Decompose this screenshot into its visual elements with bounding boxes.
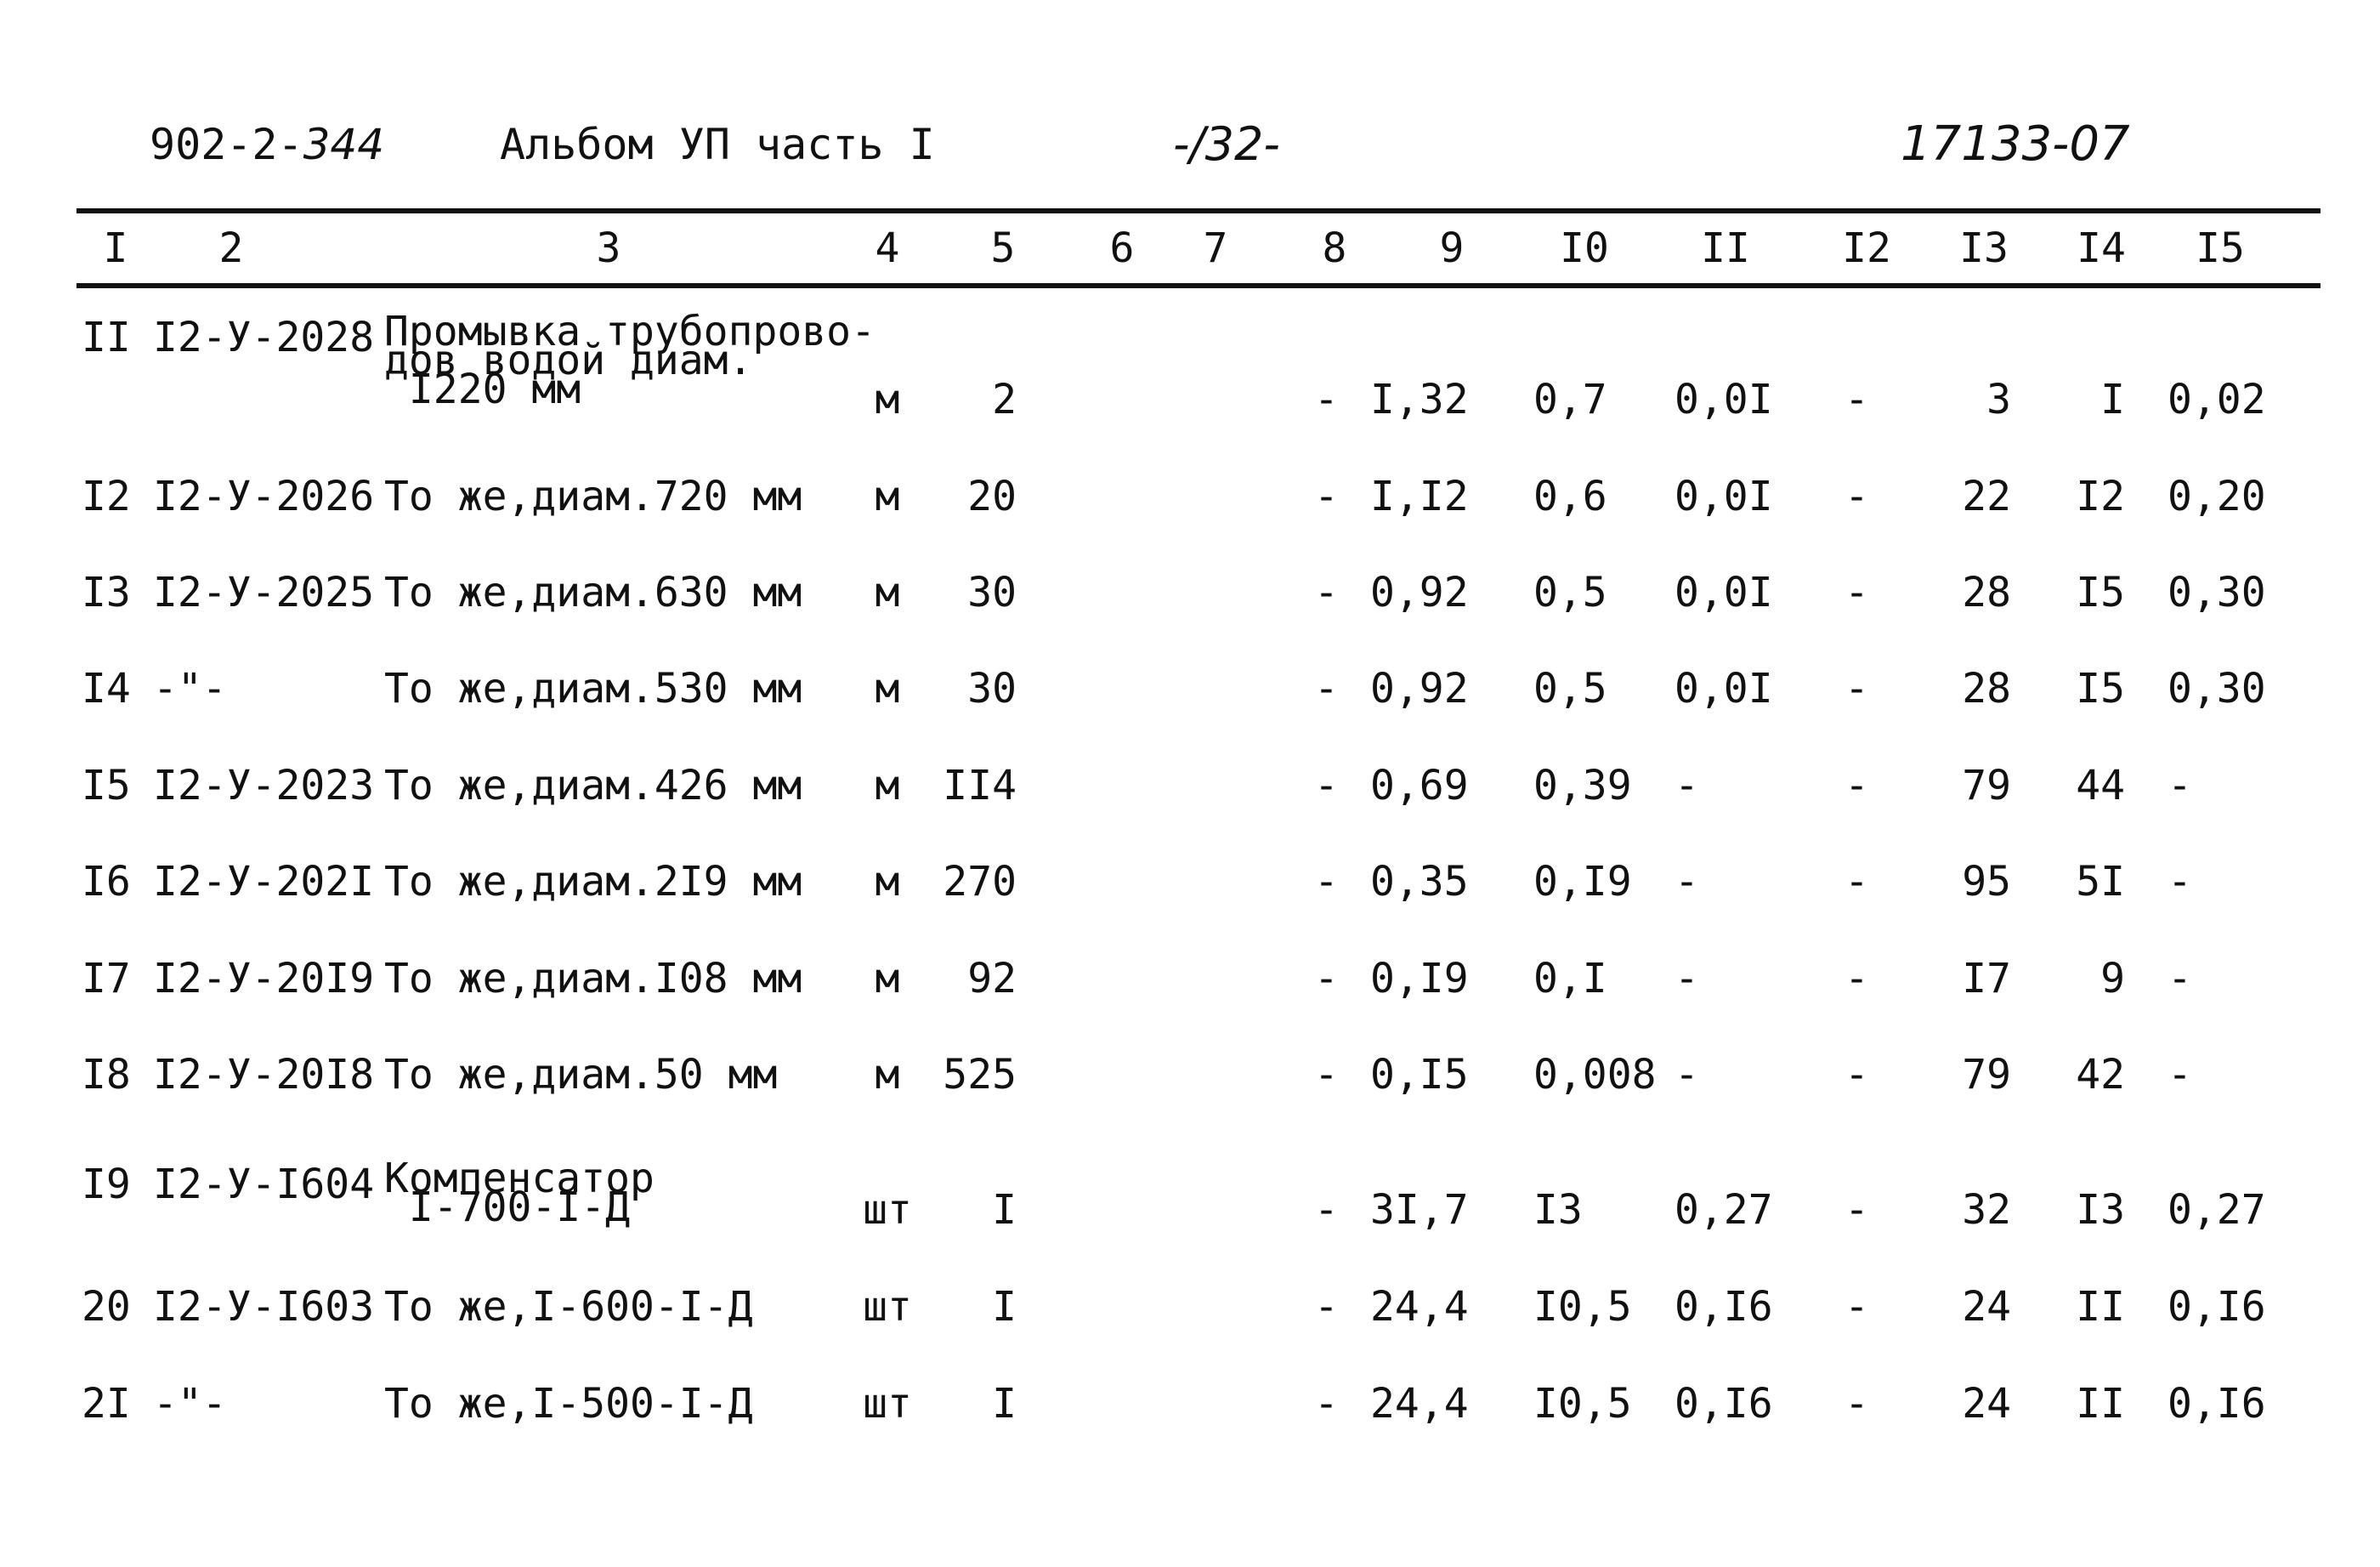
cell-col-9: 3I,7 bbox=[1370, 1186, 1469, 1234]
column-header-3: 3 bbox=[596, 224, 621, 272]
cell-col-9: 0,69 bbox=[1370, 762, 1469, 809]
cell-col-9: 0,I5 bbox=[1370, 1051, 1469, 1099]
cell-col-15: 0,02 bbox=[2168, 376, 2266, 423]
cell-row-number: I3 bbox=[82, 569, 131, 616]
column-header-10: I0 bbox=[1560, 224, 1609, 272]
cell-col-8: - bbox=[1314, 1051, 1339, 1099]
cell-description: То же,диам.426 мм bbox=[384, 762, 802, 809]
cell-col-11: 0,0I bbox=[1674, 473, 1773, 520]
cell-col-10: 0,I9 bbox=[1533, 858, 1632, 906]
cell-col-8: - bbox=[1314, 1186, 1339, 1234]
cell-description: То же,диам.720 мм bbox=[384, 473, 802, 520]
cell-code: I2-У-202I bbox=[153, 858, 375, 906]
cell-col-10: 0,7 bbox=[1533, 376, 1607, 423]
cell-quantity: 525 bbox=[943, 1051, 1017, 1099]
cell-quantity: I bbox=[992, 1380, 1017, 1428]
cell-col-11: 0,0I bbox=[1674, 376, 1773, 423]
cell-col-13: 22 bbox=[1962, 473, 2011, 520]
cell-col-13: 79 bbox=[1962, 1051, 2011, 1099]
cell-col-15: 0,I6 bbox=[2168, 1380, 2266, 1428]
cell-col-13: 24 bbox=[1962, 1380, 2011, 1428]
cell-code: I2-У-I603 bbox=[153, 1283, 375, 1331]
document-number: 17133-07 bbox=[1901, 116, 2130, 172]
cell-col-10: 0,6 bbox=[1533, 473, 1607, 520]
cell-unit: шт bbox=[863, 1283, 912, 1331]
cell-col-8: - bbox=[1314, 376, 1339, 423]
cell-col-11: 0,27 bbox=[1674, 1186, 1773, 1234]
cell-description: Промывка трубопрово- дов водой диам. I220 мм bbox=[384, 308, 876, 413]
cell-code: I2-У-2028 bbox=[153, 314, 375, 361]
table-top-rule bbox=[76, 208, 2320, 213]
cell-quantity: I bbox=[992, 1186, 1017, 1234]
cell-col-12: - bbox=[1844, 473, 1869, 520]
cell-col-8: - bbox=[1314, 473, 1339, 520]
cell-code: -"- bbox=[153, 1380, 227, 1428]
cell-col-14: II bbox=[2076, 1380, 2125, 1428]
cell-quantity: 30 bbox=[967, 665, 1017, 713]
cell-col-11: 0,0I bbox=[1674, 665, 1773, 713]
cell-description: То же,диам.530 мм bbox=[384, 665, 802, 713]
cell-col-14: 42 bbox=[2076, 1051, 2125, 1099]
cell-col-10: 0,I bbox=[1533, 955, 1607, 1002]
cell-code: I2-У-20I8 bbox=[153, 1051, 375, 1099]
cell-col-12: - bbox=[1844, 1283, 1869, 1331]
page-number: -/32- bbox=[1173, 117, 1280, 171]
cell-col-13: 3 bbox=[1986, 376, 2011, 423]
cell-col-12: - bbox=[1844, 955, 1869, 1002]
column-header-14: I4 bbox=[2077, 224, 2126, 272]
cell-col-13: 95 bbox=[1962, 858, 2011, 906]
cell-description: То же,диам.2I9 мм bbox=[384, 858, 802, 906]
cell-col-11: 0,I6 bbox=[1674, 1380, 1773, 1428]
column-header-13: I3 bbox=[1959, 224, 2009, 272]
cell-col-11: - bbox=[1674, 858, 1699, 906]
cell-description: То же,диам.630 мм bbox=[384, 569, 802, 616]
cell-code: I2-У-I604 bbox=[153, 1161, 375, 1208]
cell-code: I2-У-2023 bbox=[153, 762, 375, 809]
cell-col-9: I,32 bbox=[1370, 376, 1469, 423]
cell-description: То же,I-500-I-Д bbox=[384, 1380, 753, 1428]
cell-description: Компенсатор I-700-I-Д bbox=[384, 1155, 654, 1231]
cell-description: То же,диам.I08 мм bbox=[384, 955, 802, 1002]
cell-col-12: - bbox=[1844, 376, 1869, 423]
cell-col-11: - bbox=[1674, 955, 1699, 1002]
cell-col-15: - bbox=[2168, 858, 2192, 906]
cell-description: То же,I-600-I-Д bbox=[384, 1283, 753, 1331]
cell-quantity: 30 bbox=[967, 569, 1017, 616]
cell-col-9: 0,I9 bbox=[1370, 955, 1469, 1002]
cell-quantity: 270 bbox=[943, 858, 1017, 906]
cell-col-12: - bbox=[1844, 1380, 1869, 1428]
cell-row-number: I6 bbox=[82, 858, 131, 906]
cell-unit: шт bbox=[863, 1186, 912, 1234]
column-header-15: I5 bbox=[2196, 224, 2245, 272]
column-header-1: I bbox=[103, 224, 128, 272]
cell-col-9: 24,4 bbox=[1370, 1283, 1469, 1331]
cell-unit: м bbox=[875, 762, 900, 809]
album-title: Альбом УП часть I bbox=[500, 120, 935, 169]
cell-col-9: 0,92 bbox=[1370, 569, 1469, 616]
cell-col-14: I5 bbox=[2076, 665, 2125, 713]
column-header-6: 6 bbox=[1109, 224, 1135, 272]
cell-col-14: 9 bbox=[2100, 955, 2125, 1002]
cell-col-8: - bbox=[1314, 569, 1339, 616]
cell-row-number: 20 bbox=[82, 1283, 131, 1331]
cell-col-10: 0,39 bbox=[1533, 762, 1632, 809]
column-header-12: I2 bbox=[1842, 224, 1891, 272]
cell-col-15: 0,30 bbox=[2168, 569, 2266, 616]
column-header-7: 7 bbox=[1203, 224, 1228, 272]
cell-col-14: I2 bbox=[2076, 473, 2125, 520]
cell-unit: м bbox=[875, 665, 900, 713]
cell-unit: м bbox=[875, 955, 900, 1002]
cell-col-10: 0,5 bbox=[1533, 569, 1607, 616]
column-header-11: II bbox=[1701, 224, 1750, 272]
cell-col-13: 28 bbox=[1962, 665, 2011, 713]
column-header-4: 4 bbox=[875, 224, 900, 272]
cell-row-number: I8 bbox=[82, 1051, 131, 1099]
cell-col-14: I bbox=[2100, 376, 2125, 423]
cell-col-8: - bbox=[1314, 1380, 1339, 1428]
cell-quantity: I bbox=[992, 1283, 1017, 1331]
cell-col-14: I3 bbox=[2076, 1186, 2125, 1234]
column-header-5: 5 bbox=[990, 224, 1016, 272]
cell-col-14: 5I bbox=[2076, 858, 2125, 906]
cell-col-10: I0,5 bbox=[1533, 1380, 1632, 1428]
cell-quantity: 2 bbox=[992, 376, 1017, 423]
cell-col-14: I5 bbox=[2076, 569, 2125, 616]
column-header-8: 8 bbox=[1322, 224, 1347, 272]
cell-col-8: - bbox=[1314, 665, 1339, 713]
cell-col-8: - bbox=[1314, 762, 1339, 809]
cell-col-10: 0,008 bbox=[1533, 1051, 1657, 1099]
cell-quantity: 20 bbox=[967, 473, 1017, 520]
cell-row-number: I9 bbox=[82, 1161, 131, 1208]
cell-row-number: II bbox=[82, 314, 131, 361]
document-code-handwritten: 344 bbox=[303, 120, 385, 169]
cell-col-15: - bbox=[2168, 762, 2192, 809]
cell-unit: м bbox=[875, 473, 900, 520]
cell-col-11: - bbox=[1674, 1051, 1699, 1099]
cell-col-10: I0,5 bbox=[1533, 1283, 1632, 1331]
cell-col-15: 0,I6 bbox=[2168, 1283, 2266, 1331]
cell-col-10: I3 bbox=[1533, 1186, 1583, 1234]
cell-col-9: 0,92 bbox=[1370, 665, 1469, 713]
cell-col-8: - bbox=[1314, 858, 1339, 906]
cell-col-15: - bbox=[2168, 955, 2192, 1002]
cell-col-11: - bbox=[1674, 762, 1699, 809]
cell-col-13: 24 bbox=[1962, 1283, 2011, 1331]
column-header-2: 2 bbox=[218, 224, 244, 272]
column-header-9: 9 bbox=[1439, 224, 1465, 272]
cell-code: I2-У-2025 bbox=[153, 569, 375, 616]
cell-row-number: I4 bbox=[82, 665, 131, 713]
cell-col-15: 0,27 bbox=[2168, 1186, 2266, 1234]
cell-quantity: II4 bbox=[943, 762, 1017, 809]
cell-col-12: - bbox=[1844, 665, 1869, 713]
cell-col-13: 28 bbox=[1962, 569, 2011, 616]
cell-row-number: I5 bbox=[82, 762, 131, 809]
cell-unit: м bbox=[875, 858, 900, 906]
cell-code: I2-У-20I9 bbox=[153, 955, 375, 1002]
cell-col-8: - bbox=[1314, 1283, 1339, 1331]
cell-unit: м bbox=[875, 1051, 900, 1099]
cell-unit: шт bbox=[863, 1380, 912, 1428]
cell-col-11: 0,0I bbox=[1674, 569, 1773, 616]
cell-code: -"- bbox=[153, 665, 227, 713]
cell-col-13: 79 bbox=[1962, 762, 2011, 809]
cell-unit: м bbox=[875, 376, 900, 423]
cell-row-number: 2I bbox=[82, 1380, 131, 1428]
cell-col-12: - bbox=[1844, 762, 1869, 809]
cell-row-number: I2 bbox=[82, 473, 131, 520]
cell-col-13: I7 bbox=[1962, 955, 2011, 1002]
cell-code: I2-У-2026 bbox=[153, 473, 375, 520]
cell-col-12: - bbox=[1844, 858, 1869, 906]
cell-col-11: 0,I6 bbox=[1674, 1283, 1773, 1331]
cell-col-10: 0,5 bbox=[1533, 665, 1607, 713]
cell-col-9: 0,35 bbox=[1370, 858, 1469, 906]
cell-row-number: I7 bbox=[82, 955, 131, 1002]
cell-col-13: 32 bbox=[1962, 1186, 2011, 1234]
cell-description: То же,диам.50 мм bbox=[384, 1051, 778, 1099]
cell-unit: м bbox=[875, 569, 900, 616]
cell-col-12: - bbox=[1844, 569, 1869, 616]
cell-col-9: I,I2 bbox=[1370, 473, 1469, 520]
cell-col-9: 24,4 bbox=[1370, 1380, 1469, 1428]
cell-quantity: 92 bbox=[967, 955, 1017, 1002]
cell-col-8: - bbox=[1314, 955, 1339, 1002]
cell-col-12: - bbox=[1844, 1051, 1869, 1099]
cell-col-12: - bbox=[1844, 1186, 1869, 1234]
cell-col-15: 0,20 bbox=[2168, 473, 2266, 520]
cell-col-15: 0,30 bbox=[2168, 665, 2266, 713]
cell-col-14: 44 bbox=[2076, 762, 2125, 809]
document-code bbox=[150, 119, 384, 170]
table-header-rule bbox=[76, 283, 2320, 288]
document-code-printed: 902-2- bbox=[150, 120, 303, 169]
cell-col-15: - bbox=[2168, 1051, 2192, 1099]
cell-col-14: II bbox=[2076, 1283, 2125, 1331]
